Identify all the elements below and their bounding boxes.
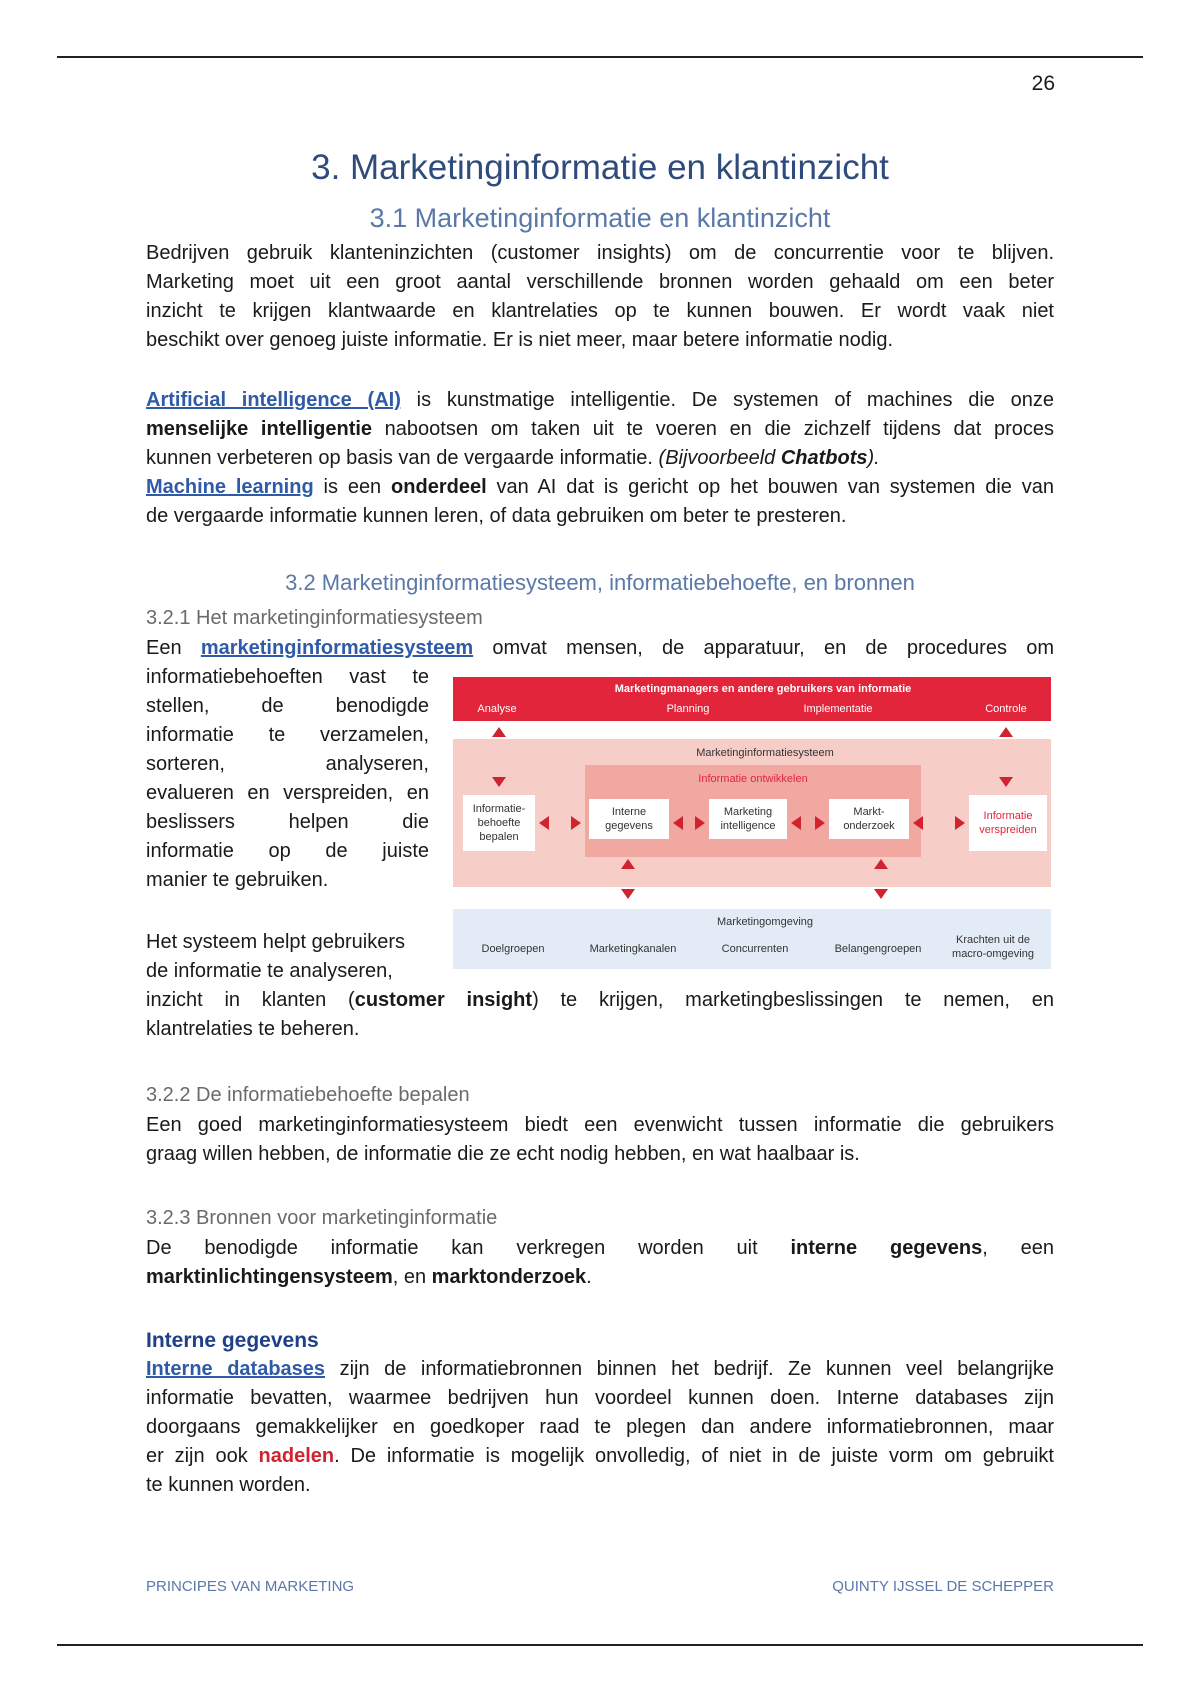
text-line: graag willen hebben, de informatie die ze echt nodig hebben, en wat haalbaar is.: [146, 1143, 860, 1165]
text-run: . De informatie is mogelijk onvolledig, of niet in de juiste vorm om gebruikt: [334, 1445, 1054, 1467]
paragraph-mis-full: [146, 986, 1054, 1044]
bold-run: interne gegevens: [790, 1237, 983, 1259]
env-label-concurrenten: Concurrenten: [721, 943, 789, 955]
text-run: van AI dat is gericht op het bouwen van systemen die van: [486, 476, 1055, 498]
box-label: gegevens: [605, 820, 653, 832]
paragraph-mis-first: [146, 634, 1054, 663]
box-label: behoefte: [477, 817, 521, 829]
text-run: omvat mensen, de apparatuur, en de procedures om: [473, 637, 1054, 659]
text-line: informatie te verzamelen,: [146, 724, 429, 746]
text-run: , een: [982, 1237, 1054, 1259]
text-run: Een: [146, 637, 201, 659]
text-line: sorteren, analyseren,: [146, 753, 429, 775]
text-run: inzicht in klanten (: [146, 989, 355, 1011]
text-line: Bedrijven gebruik klanteninzichten (customer insights) om de concurrentie voor te blijven.: [146, 242, 1054, 264]
top-rule: [57, 56, 1143, 58]
text-run: nabootsen om taken uit te voeren en die zichzelf tijdens dat proces: [372, 418, 1055, 440]
box-label: Interne: [611, 806, 647, 818]
env-label-doelgroepen: Doelgroepen: [481, 943, 545, 955]
section-title-3-1: 3.1 Marketinginformatie en klantinzicht: [369, 203, 831, 233]
env-label-macro: Krachten uit de: [956, 934, 1030, 946]
section-title-3-2: 3.2 Marketinginformatiesysteem, informatiebehoefte, en bronnen: [285, 570, 915, 595]
subsection-title-3-2-2: 3.2.2 De informatiebehoefte bepalen: [146, 1084, 470, 1106]
bold-run: customer insight: [354, 989, 533, 1011]
box-marketing-intelligence: [709, 799, 787, 839]
page-number: 26: [1031, 72, 1055, 95]
box-label: verspreiden: [979, 824, 1037, 836]
text-run: kunnen verbeteren op basis van de vergaarde informatie.: [146, 447, 659, 469]
text-run: er zijn ook: [146, 1445, 259, 1467]
text-line: evalueren en verspreiden, en: [146, 782, 429, 804]
heading-interne-gegevens: Interne gegevens: [146, 1329, 319, 1352]
chapter-title: 3. Marketinginformatie en klantinzicht: [311, 148, 889, 187]
box-informatie-verspreiden: [969, 795, 1047, 851]
text-line: beslissers helpen die: [146, 811, 429, 833]
text-run: .: [586, 1266, 592, 1288]
text-line: inzicht te krijgen klantwaarde en klantrelaties op te kunnen bouwen. Er wordt vaak niet: [146, 300, 1054, 322]
bold-italic-run: Chatbots: [780, 447, 868, 469]
diagram-top-label-analyse: Analyse: [477, 703, 517, 715]
box-label: Informatie-: [472, 803, 526, 815]
paragraph-mis-column: [146, 663, 429, 895]
paragraph-ai: [146, 386, 1054, 531]
diagram-environment-title: Marketingomgeving: [717, 916, 813, 928]
text-line: de vergaarde informatie kunnen leren, of data gebruiken om beter te presteren.: [146, 505, 847, 527]
box-label: Informatie: [983, 810, 1033, 822]
box-label: onderzoek: [843, 820, 895, 832]
box-label: Markt-: [853, 806, 885, 818]
footer-right: QUINTY IJSSEL DE SCHEPPER: [832, 1578, 1054, 1595]
bold-run: menselijke intelligentie: [146, 418, 373, 440]
text-line: informatie op de juiste: [146, 840, 429, 862]
box-label: bepalen: [479, 831, 519, 843]
box-label: Marketing: [723, 806, 773, 818]
diagram-top-title: Marketingmanagers en andere gebruikers van informatie: [614, 683, 912, 695]
diagram-top-label-planning: Planning: [666, 703, 710, 715]
env-label-marketingkanalen: Marketingkanalen: [589, 943, 677, 955]
mis-diagram: [453, 677, 1051, 969]
text-line: manier te gebruiken.: [146, 869, 329, 891]
paragraph-intro: [146, 239, 1054, 355]
text-run: ) te krijgen, marketingbeslissingen te nemen, en: [532, 989, 1054, 1011]
text-line: klantrelaties te beheren.: [146, 1018, 360, 1040]
env-label-belangengroepen: Belangengroepen: [834, 943, 922, 955]
diagram-top-label-controle: Controle: [985, 703, 1027, 715]
subsection-title-3-2-1: 3.2.1 Het marketinginformatiesysteem: [146, 607, 483, 629]
text-line: informatiebehoeften vast te: [146, 666, 429, 688]
diagram-system-title: Marketinginformatiesysteem: [696, 747, 834, 759]
red-bold-run: nadelen: [258, 1445, 335, 1467]
text-line: Marketing moet uit een groot aantal verschillende bronnen worden gehaald om een beter: [146, 271, 1054, 293]
text-line: Een goed marketinginformatiesysteem biedt een evenwicht tussen informatie die gebruikers: [146, 1114, 1054, 1136]
paragraph-mis-column-2: [146, 928, 429, 986]
paragraph-3-2-2: [146, 1111, 1054, 1169]
ml-link[interactable]: Machine learning: [146, 476, 314, 498]
text-line: te kunnen worden.: [146, 1474, 311, 1496]
text-run: De benodigde informatie kan verkregen worden uit: [146, 1237, 791, 1259]
diagram-top-label-implementatie: Implementatie: [803, 703, 873, 715]
box-label: intelligence: [720, 820, 776, 832]
text-line: beschikt over genoeg juiste informatie. Er is niet meer, maar betere informatie nodig.: [146, 329, 894, 351]
text-line: stellen, de benodigde: [146, 695, 429, 717]
diagram-develop-title: Informatie ontwikkelen: [698, 773, 808, 785]
text-run: , en: [392, 1266, 432, 1288]
ai-link[interactable]: Artificial intelligence (AI): [146, 389, 401, 411]
box-marktonderzoek: [829, 799, 909, 839]
italic-run: (Bijvoorbeeld: [658, 447, 781, 469]
env-label-macro: macro-omgeving: [952, 948, 1034, 960]
text-line: Het systeem helpt gebruikers: [146, 931, 406, 953]
subsection-title-3-2-3: 3.2.3 Bronnen voor marketinginformatie: [146, 1207, 498, 1229]
bottom-rule: [57, 1644, 1143, 1646]
bold-run: marktinlichtingensysteem: [146, 1266, 393, 1288]
footer-left: PRINCIPES VAN MARKETING: [146, 1578, 355, 1595]
interne-databases-link[interactable]: Interne databases: [146, 1358, 326, 1380]
text-line: de informatie te analyseren,: [146, 960, 393, 982]
text-run: is kunstmatige intelligentie. De systemen of machines die onze: [400, 389, 1054, 411]
bold-run: onderdeel: [391, 476, 487, 498]
text-run: is een: [313, 476, 392, 498]
text-run: zijn de informatiebronnen binnen het bedrijf. Ze kunnen veel belangrijke: [325, 1358, 1055, 1380]
paragraph-interne: [146, 1355, 1054, 1500]
italic-run: ).: [867, 447, 880, 469]
text-line: doorgaans gemakkelijker en goedkoper raad te plegen dan andere informatiebronnen, maar: [146, 1416, 1054, 1438]
box-interne-gegevens: [589, 799, 669, 839]
bold-run: marktonderzoek: [431, 1266, 587, 1288]
text-line: informatie bevatten, waarmee bedrijven hun voordeel kunnen doen. Interne databases zijn: [146, 1387, 1054, 1409]
mis-link[interactable]: marketinginformatiesysteem: [200, 637, 474, 659]
paragraph-3-2-3: [146, 1234, 1054, 1292]
